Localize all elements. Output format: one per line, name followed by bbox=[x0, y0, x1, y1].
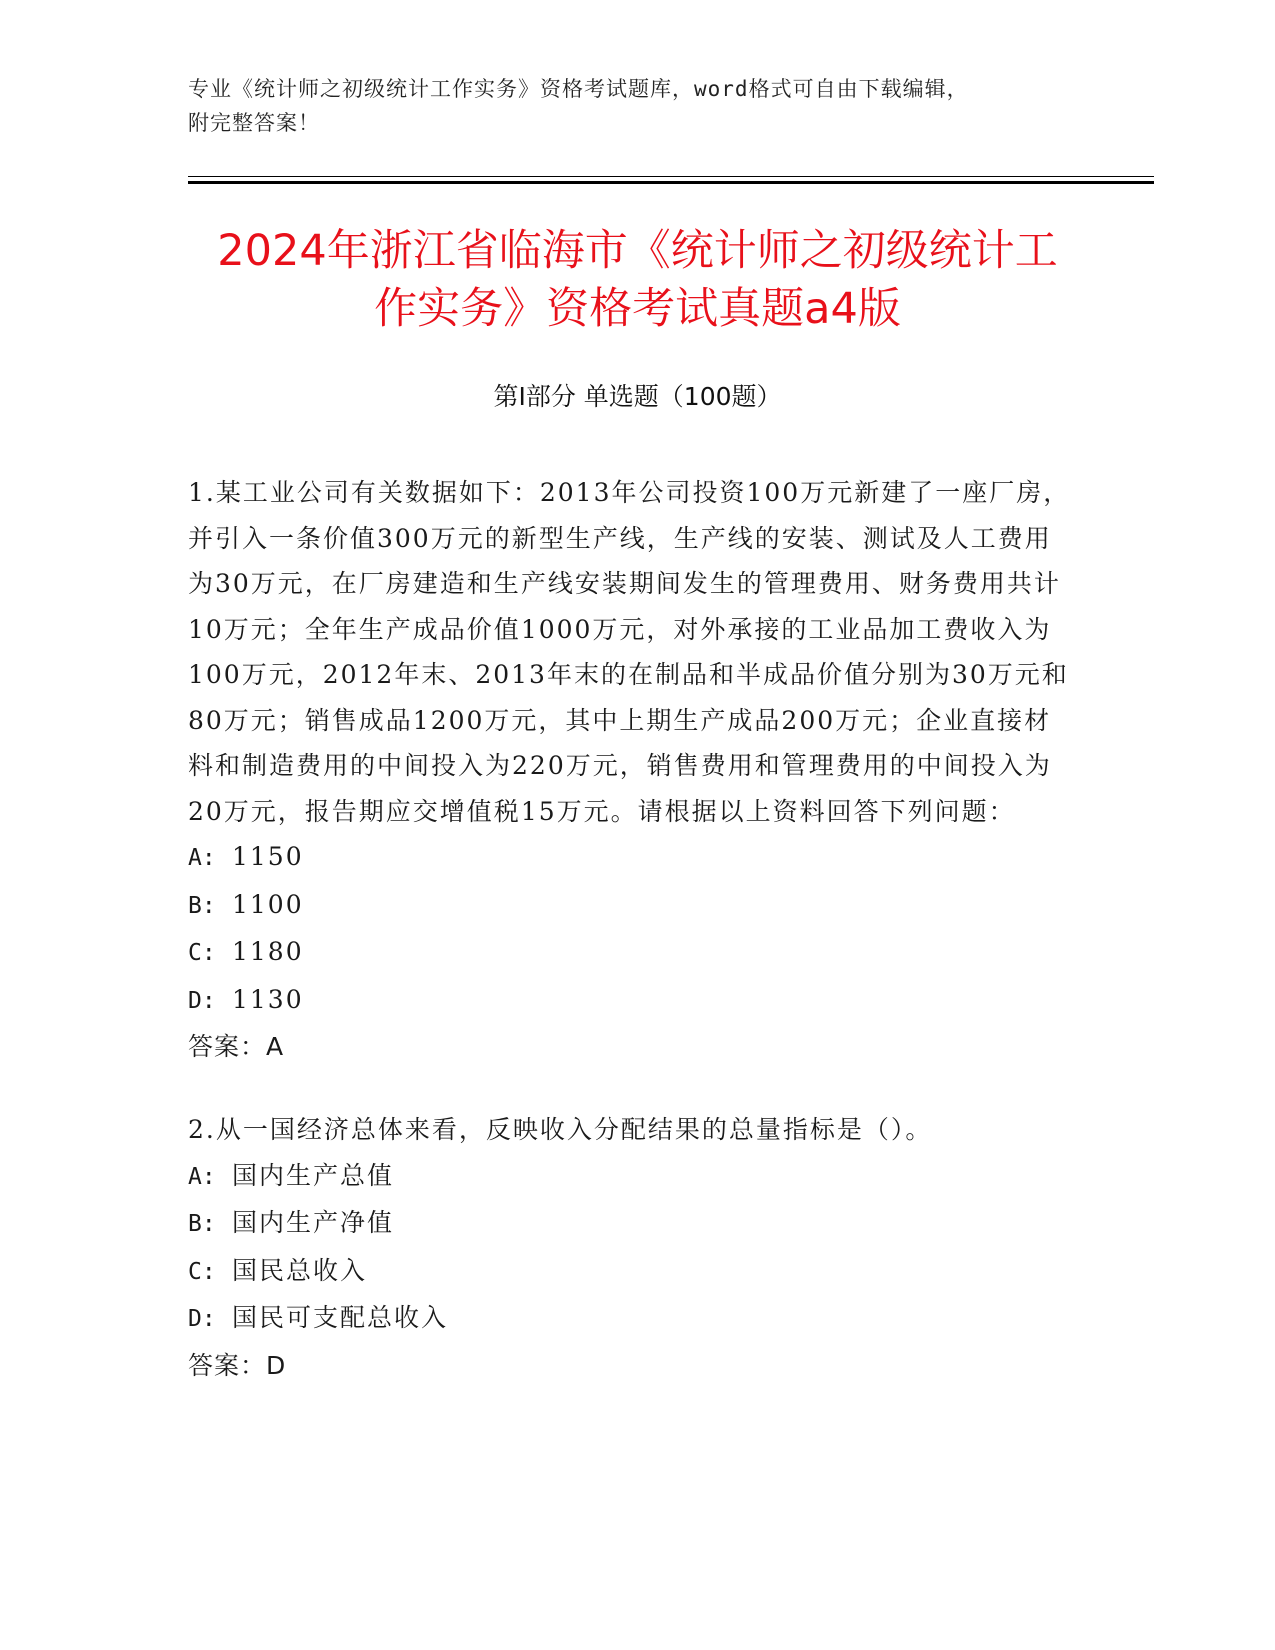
option-text: 国民总收入 bbox=[232, 1255, 368, 1285]
option-d bbox=[188, 1295, 1078, 1343]
option-b bbox=[188, 1200, 1078, 1248]
header-note-line-1: 专业《统计师之初级统计工作实务》资格考试题库，word格式可自由下载编辑， bbox=[188, 77, 969, 101]
option-a bbox=[188, 1153, 1078, 1201]
section-heading: 第I部分 单选题（100题） bbox=[493, 382, 782, 411]
option-text: 国民可支配总收入 bbox=[232, 1303, 449, 1332]
option-c bbox=[188, 1248, 1078, 1296]
option-d bbox=[188, 977, 1078, 1025]
header-divider-thick bbox=[188, 181, 1154, 184]
document-title-line-2: 作实务》资格考试真题a4版 bbox=[374, 284, 901, 334]
option-letter: D: bbox=[188, 1306, 216, 1332]
option-text: 国内生产净值 bbox=[232, 1208, 395, 1237]
option-letter: C: bbox=[188, 940, 216, 966]
option-letter: B: bbox=[188, 892, 216, 919]
option-b bbox=[188, 882, 1078, 930]
option-letter: D: bbox=[188, 987, 216, 1014]
question-2 bbox=[188, 1107, 1078, 1388]
option-a bbox=[188, 834, 1078, 882]
option-c bbox=[188, 929, 1078, 977]
document-header-note bbox=[188, 72, 1068, 140]
header-note-line-2: 附完整答案！ bbox=[188, 111, 320, 135]
answer-label: 答案：D bbox=[188, 1350, 287, 1380]
question-1 bbox=[188, 470, 1078, 1070]
option-text: 1100 bbox=[232, 889, 304, 919]
option-letter: C: bbox=[188, 1258, 216, 1285]
answer-label: 答案：A bbox=[188, 1032, 285, 1061]
question-stem: 1.某工业公司有关数据如下：2013年公司投资100万元新建了一座厂房，并引入一条价值300万元的新型生产线，生产线的安装、测试及人工费用为30万元，在厂房建造和生产线安装期间发生的管理费用、财务费用共计10万元；全年生产成品价值1000万元，对外承接的工业品加工费收入为100万元，2012年末、2013年末的在制品和半成品价值分别为30万元和80万元；销售成品1200万元，其中上期生产成品200万元；企业直接材料和制造费用的中间投入为220万元，销售费用和管理费用的中间投入为20万元，报告期应交增值税15万元。请根据以上资料回答下列问题： bbox=[188, 478, 1071, 826]
option-letter: A: bbox=[188, 1163, 216, 1190]
option-text: 国内生产总值 bbox=[232, 1160, 395, 1190]
option-letter: A: bbox=[188, 845, 216, 871]
document-title-line-1: 2024年浙江省临海市《统计师之初级统计工 bbox=[217, 226, 1058, 276]
option-letter: B: bbox=[188, 1211, 216, 1237]
document-title bbox=[150, 222, 1125, 338]
question-stem: 2.从一国经济总体来看，反映收入分配结果的总量指标是（）。 bbox=[188, 1115, 933, 1144]
option-text: 1130 bbox=[232, 984, 304, 1014]
option-text: 1150 bbox=[232, 842, 304, 871]
option-text: 1180 bbox=[232, 937, 304, 966]
header-divider-thin bbox=[188, 176, 1154, 177]
